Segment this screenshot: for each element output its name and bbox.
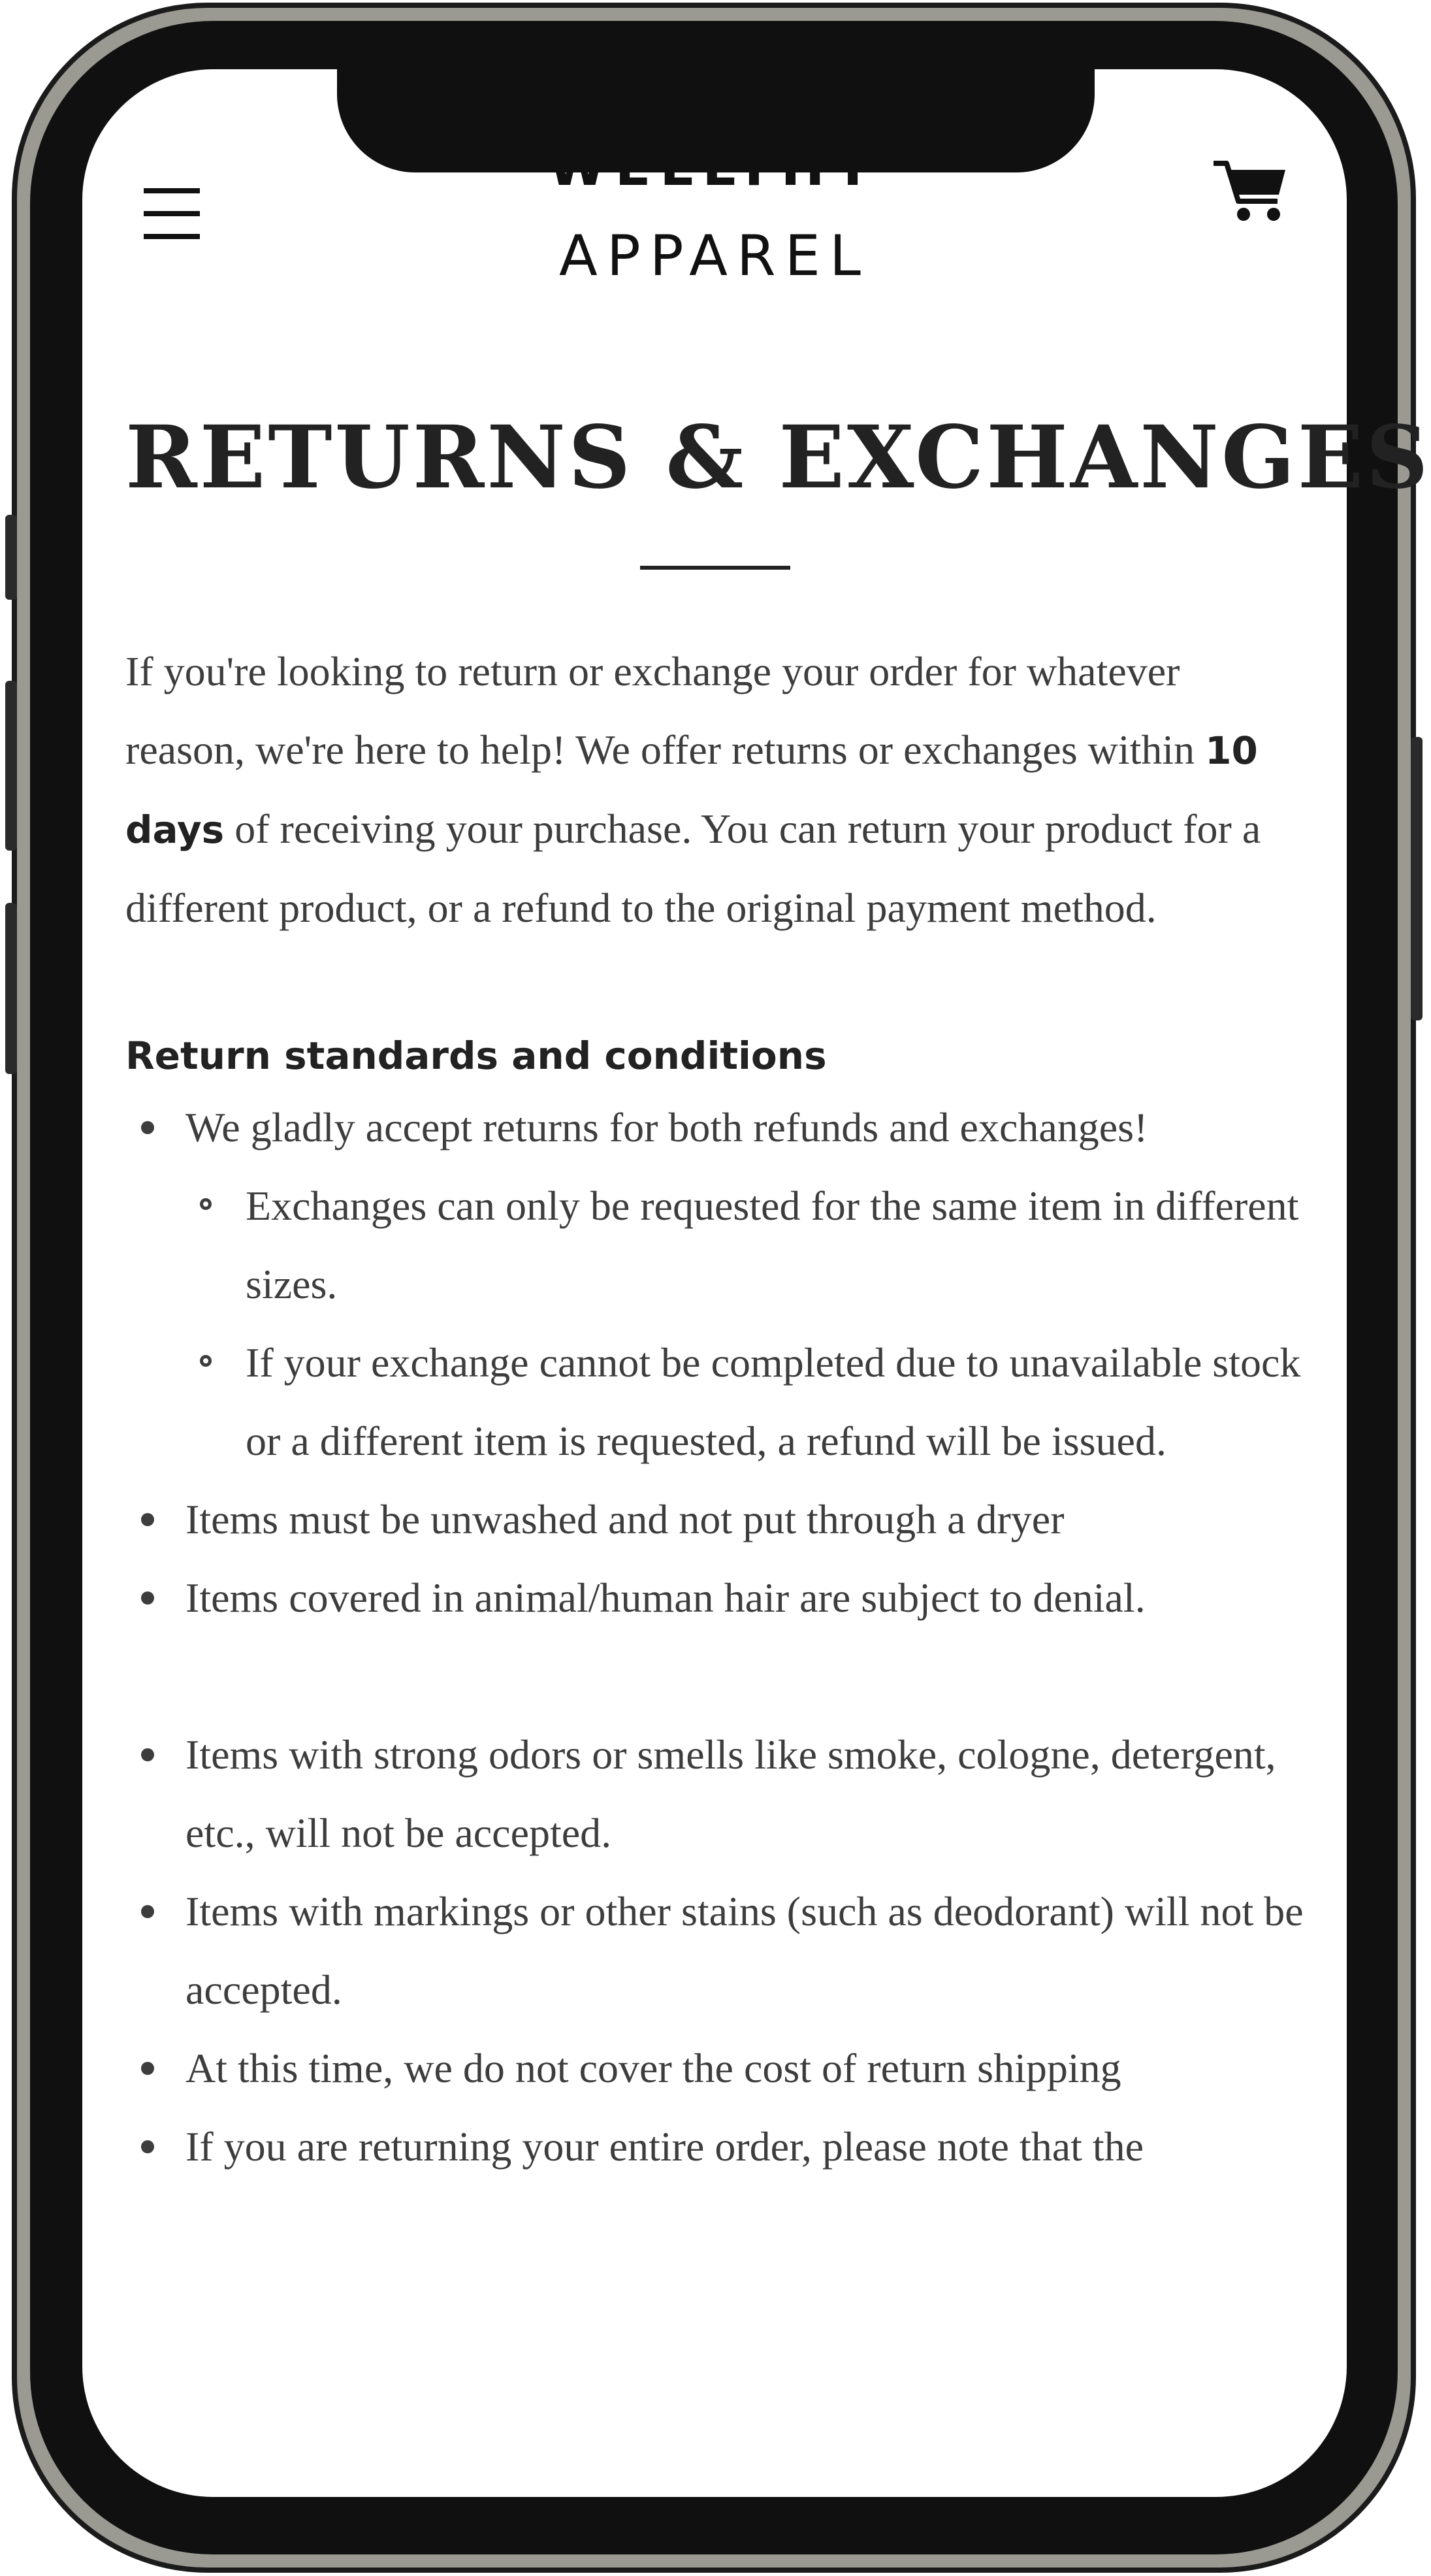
list-item: We gladly accept returns for both refunds and exchanges! <box>125 1088 1305 1167</box>
conditions-list-continued <box>125 1716 1305 2186</box>
list-item: If you are returning your entire order, please note that the <box>125 2108 1305 2186</box>
list-subitem: If your exchange cannot be completed due to unavailable stock or a different item is requested, a refund will be issued. <box>125 1324 1305 1480</box>
return-window: 10 days <box>125 728 1258 852</box>
page-content <box>125 407 1431 2186</box>
title-divider <box>640 566 790 570</box>
list-item: Items must be unwashed and not put through a dryer <box>125 1480 1305 1559</box>
phone-screen <box>82 69 1431 2497</box>
section-heading: Return standards and conditions <box>125 1034 827 1078</box>
conditions-list <box>125 1088 1305 1637</box>
intro-text-start: If you're looking to return or exchange your order for whatever reason, we're here to help! We offer returns or exchanges within <box>125 648 1206 773</box>
page-title: RETURNS & EXCHANGES <box>125 407 1431 508</box>
volume-up-button <box>5 681 17 851</box>
camera-notch <box>337 69 1095 172</box>
volume-down-button <box>5 903 17 1074</box>
mute-switch <box>5 515 17 600</box>
logo-line-2: APPAREL <box>559 223 870 289</box>
power-button <box>1411 737 1423 1020</box>
intro-text-end: of receiving your purchase. You can return your product for a different product, or a refund to the original payment method. <box>125 806 1261 931</box>
list-item: Items with strong odors or smells like smoke, cologne, detergent, etc., will not be accepted. <box>125 1716 1305 1872</box>
brand-logo[interactable] <box>82 167 1347 289</box>
shopping-cart-icon[interactable] <box>1212 159 1288 223</box>
intro-paragraph <box>125 632 1305 947</box>
list-item: Items covered in animal/human hair are subject to denial. <box>125 1559 1305 1637</box>
list-item: Items with markings or other stains (such as deodorant) will not be accepted. <box>125 1872 1305 2029</box>
logo-line-1 <box>82 167 1347 206</box>
list-subitem: Exchanges can only be requested for the same item in different sizes. <box>125 1167 1305 1324</box>
list-item: At this time, we do not cover the cost of return shipping <box>125 2029 1305 2108</box>
